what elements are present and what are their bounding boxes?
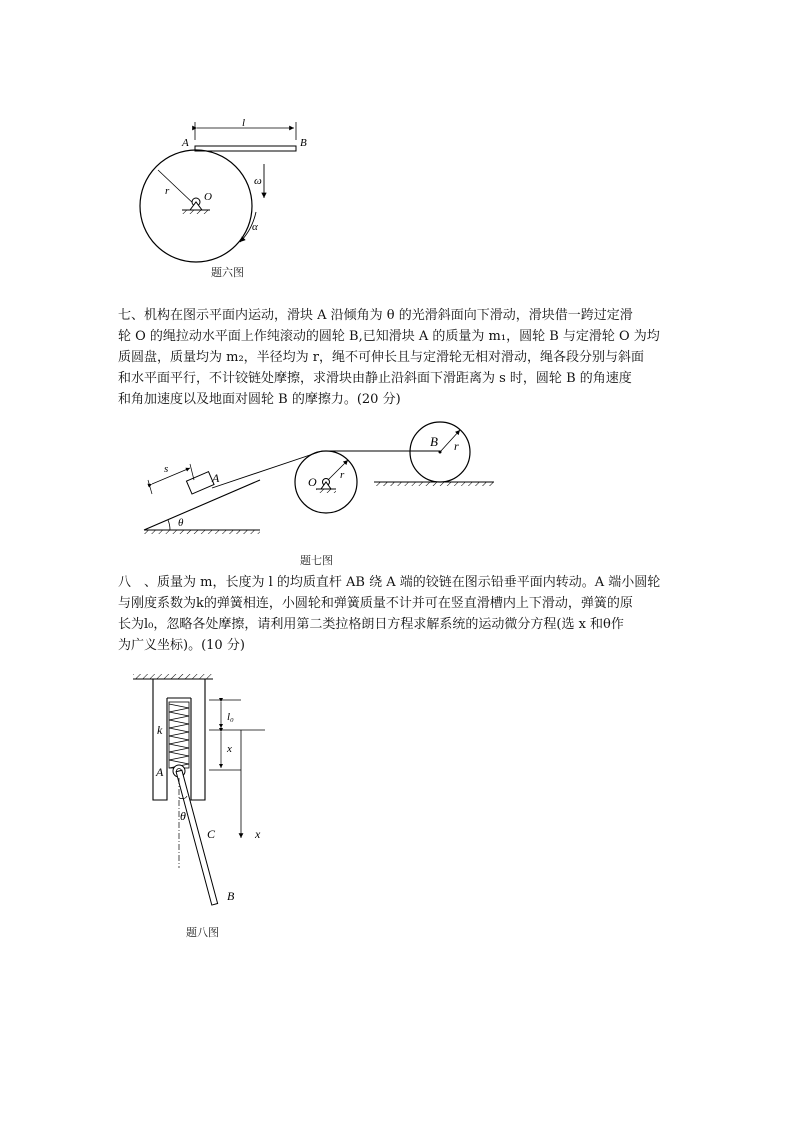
q8-line-4: 为广义坐标)。(10 分) [118,638,245,653]
fig6-label-B: B [300,137,307,149]
fig7-caption: 题七图 [300,554,333,567]
q8-line-2: 与刚度系数为k的弹簧相连，小圆轮和弹簧质量不计并可在竖直滑槽内上下滑动，弹簧的原 [118,596,633,611]
figure-8 [125,668,285,918]
fig6-label-alpha: α [252,221,258,233]
q8-line-3: 长为l₀，忽略各处摩擦，请利用第二类拉格朗日方程求解系统的运动微分方程(选 x 和θ作 [118,617,624,632]
fig8-label-A: A [156,765,164,779]
fig7-label-O: O [308,475,317,489]
fig6-label-l: l [242,118,246,129]
fig8-label-theta: θ [180,809,186,823]
q7-line-1: 七、机构在图示平面内运动，滑块 A 沿倾角为 θ 的光滑斜面向下滑动，滑块借一跨过定滑 [118,308,633,323]
fig7-label-B: B [430,434,438,449]
fig6-label-A: A [182,137,189,149]
q7-line-5: 和角加速度以及地面对圆轮 B 的摩擦力。(20 分) [118,392,401,407]
q8-line-1: 八 、质量为 m，长度为 l 的均质直杆 AB 绕 A 端的铰链在图示铅垂平面内转动。A 端小圆轮 [118,575,661,590]
fig8-label-k: k [157,723,163,737]
fig8-caption: 题八图 [186,926,219,939]
fig7-label-r1: r [340,469,345,481]
fig8-label-x2: x [255,827,261,841]
fig7-label-r2: r [454,439,459,453]
fig6-caption: 题六图 [211,266,244,279]
fig8-label-B: B [227,889,235,903]
figure-7 [140,418,500,543]
figure-6 [130,118,330,263]
question-7 [118,305,678,410]
fig8-label-l0: l₀ [227,711,234,723]
question-8 [118,572,678,656]
fig7-label-s: s [164,463,169,475]
fig8-label-x1: x [227,743,232,755]
fig8-label-C: C [207,827,216,841]
fig6-label-omega: ω [254,175,262,187]
q7-line-3: 质圆盘，质量均为 m₂，半径均为 r，绳不可伸长且与定滑轮无相对滑动，绳各段分别与斜面 [118,350,645,365]
q7-line-2: 轮 O 的绳拉动水平面上作纯滚动的圆轮 B,已知滑块 A 的质量为 m₁，圆轮 B 与定滑轮 O 为均 [118,329,660,344]
q7-line-4: 和水平面平行，不计铰链处摩擦，求滑块由静止沿斜面下滑距离为 s 时，圆轮 B 的角速度 [118,371,632,386]
fig7-label-theta: θ [178,517,184,529]
fig7-label-A: A [212,471,220,485]
fig6-label-r: r [165,185,170,197]
fig6-label-O: O [204,191,212,203]
